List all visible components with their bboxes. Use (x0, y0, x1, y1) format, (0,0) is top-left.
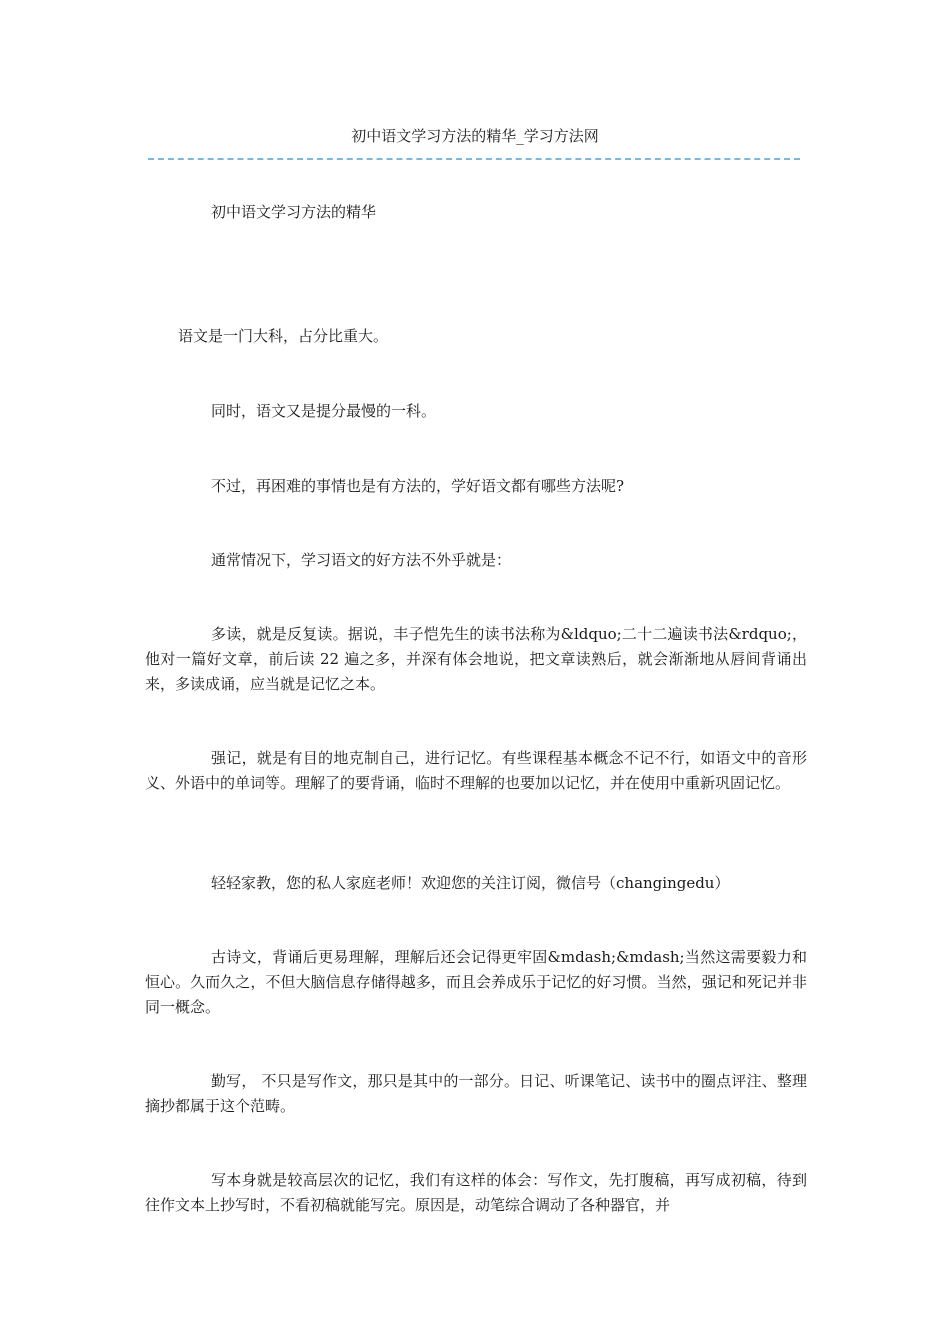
paragraph-4: 通常情况下，学习语文的好方法不外乎就是： (211, 551, 512, 569)
paragraph-1: 语文是一门大科，占分比重大。 (178, 327, 389, 345)
paragraph-2: 同时，语文又是提分最慢的一科。 (211, 402, 437, 420)
header-divider (148, 158, 800, 160)
document-header-title: 初中语文学习方法的精华_学习方法网 (351, 127, 599, 145)
paragraph-10: 写本身就是较高层次的记忆，我们有这样的体会：写作文，先打腹稿，再写成初稿，待到往作文本上抄写时，不看初稿就能写完。原因是，动笔综合调动了各种器官，并 (145, 1171, 807, 1214)
paragraph-7: 轻轻家教，您的私人家庭老师！欢迎您的关注订阅，微信号（changingedu） (211, 874, 730, 892)
paragraph-8: 古诗文，背诵后更易理解，理解后还会记得更牢固&mdash;&mdash;当然这需要毅力和恒心。久而久之，不但大脑信息存储得越多，而且会养成乐于记忆的好习惯。当然，强记和死记并非同一概念。 (145, 948, 807, 1016)
paragraph-5: 多读，就是反复读。据说，丰子恺先生的读书法称为&ldquo;二十二遍读书法&rdquo;，他对一篇好文章，前后读 22 遍之多，并深有体会地说，把文章读熟后，就会渐渐地从唇间背诵出来，多读成诵，应当就是记忆之本。 (145, 625, 807, 693)
paragraph-9: 勤写， 不只是写作文，那只是其中的一部分。日记、听课笔记、读书中的圈点评注、整理摘抄都属于这个范畴。 (145, 1072, 807, 1115)
paragraph-6: 强记，就是有目的地克制自己，进行记忆。有些课程基本概念不记不行，如语文中的音形义、外语中的单词等。理解了的要背诵，临时不理解的也要加以记忆，并在使用中重新巩固记忆。 (145, 749, 807, 792)
article-heading: 初中语文学习方法的精华 (211, 203, 377, 221)
paragraph-3: 不过，再困难的事情也是有方法的，学好语文都有哪些方法呢? (211, 477, 625, 495)
